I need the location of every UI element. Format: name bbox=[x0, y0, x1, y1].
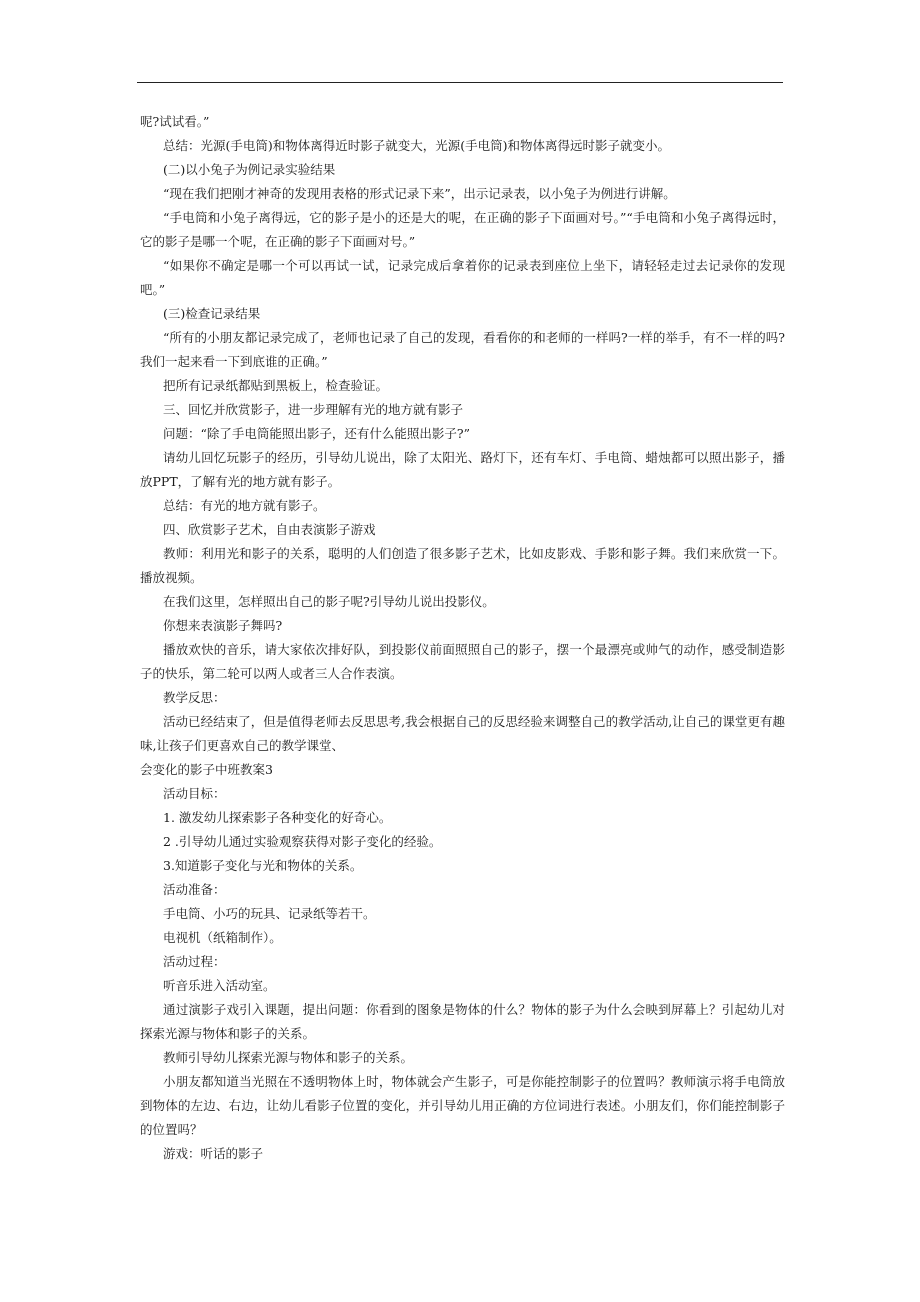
paragraph: 你想来表演影子舞吗? bbox=[163, 618, 283, 633]
paragraph: “如果你不确定是哪一个可以再试一试，记录完成后拿着你的记录表到座位上坐下，请轻轻走过去记录你的发现吧。” bbox=[140, 258, 785, 297]
section-heading: 教学反思： bbox=[163, 690, 226, 705]
list-item: 1. 激发幼儿探索影子各种变化的好奇心。 bbox=[163, 810, 392, 825]
section-heading: (三)检查记录结果 bbox=[163, 306, 261, 321]
paragraph: “手电筒和小兔子离得远，它的影子是小的还是大的呢，在正确的影子下面画对号。”“手电筒和小兔子离得远时，它的影子是哪一个呢，在正确的影子下面画对号。” bbox=[140, 210, 785, 249]
paragraph: 问题：“除了手电筒能照出影子，还有什么能照出影子?” bbox=[163, 426, 470, 441]
section-heading: 活动过程： bbox=[163, 954, 226, 969]
paragraph: 活动已经结束了，但是值得老师去反思思考,我会根据自己的反思经验来调整自己的教学活动,让自己的课堂更有趣味,让孩子们更喜欢自己的教学课堂、 bbox=[140, 714, 785, 753]
document-title: 会变化的影子中班教案3 bbox=[140, 762, 273, 777]
paragraph: 播放欢快的音乐，请大家依次排好队，到投影仪前面照照自己的影子，摆一个最漂亮或帅气的动作，感受制造影子的快乐，第二轮可以两人或者三人合作表演。 bbox=[140, 642, 785, 681]
section-heading: 三、回忆并欣赏影子，进一步理解有光的地方就有影子 bbox=[163, 402, 464, 417]
paragraph: “所有的小朋友都记录完成了，老师也记录了自己的发现，看看你的和老师的一样吗?一样的举手，有不一样的吗?我们一起来看一下到底谁的正确。” bbox=[140, 330, 785, 369]
paragraph: 总结：光源(手电筒)和物体离得近时影子就变大，光源(手电筒)和物体离得远时影子就变小。 bbox=[163, 138, 671, 153]
section-heading: 活动准备： bbox=[163, 882, 226, 897]
paragraph: 通过演影子戏引入课题，提出问题：你看到的图象是物体的什么？物体的影子为什么会映到屏幕上？引起幼儿对探索光源与物体和影子的关系。 bbox=[140, 1002, 785, 1041]
header-rule bbox=[137, 82, 783, 83]
paragraph: 总结：有光的地方就有影子。 bbox=[163, 498, 326, 513]
section-heading: 四、欣赏影子艺术，自由表演影子游戏 bbox=[163, 522, 376, 537]
paragraph: 教师：利用光和影子的关系，聪明的人们创造了很多影子艺术，比如皮影戏、手影和影子舞。我们来欣赏一下。播放视频。 bbox=[140, 546, 785, 585]
paragraph: 听音乐进入活动室。 bbox=[163, 978, 276, 993]
paragraph: 游戏：听话的影子 bbox=[163, 1146, 264, 1161]
paragraph: 呢?试试看。” bbox=[140, 114, 210, 129]
paragraph: 请幼儿回忆玩影子的经历，引导幼儿说出，除了太阳光、路灯下，还有车灯、手电筒、蜡烛都可以照出影子，播放PPT，了解有光的地方就有影子。 bbox=[140, 450, 785, 489]
section-heading: (二)以小兔子为例记录实验结果 bbox=[163, 162, 336, 177]
paragraph: 教师引导幼儿探索光源与物体和影子的关系。 bbox=[163, 1050, 414, 1065]
document-body bbox=[140, 110, 785, 1166]
paragraph: “现在我们把刚才神奇的发现用表格的形式记录下来”，出示记录表，以小兔子为例进行讲解。 bbox=[163, 186, 676, 201]
paragraph: 把所有记录纸都贴到黑板上，检查验证。 bbox=[163, 378, 389, 393]
paragraph: 在我们这里，怎样照出自己的影子呢?引导幼儿说出投影仪。 bbox=[163, 594, 495, 609]
section-heading: 活动目标： bbox=[163, 786, 226, 801]
paragraph: 手电筒、小巧的玩具、记录纸等若干。 bbox=[163, 906, 376, 921]
paragraph: 电视机（纸箱制作）。 bbox=[163, 930, 282, 945]
list-item: 2 .引导幼儿通过实验观察获得对影子变化的经验。 bbox=[163, 834, 442, 849]
list-item: 3.知道影子变化与光和物体的关系。 bbox=[163, 858, 363, 873]
paragraph: 小朋友都知道当光照在不透明物体上时，物体就会产生影子，可是你能控制影子的位置吗？教师演示将手电筒放到物体的左边、右边，让幼儿看影子位置的变化，并引导幼儿用正确的方位词进行表述。小朋友们，你们能控制影子的位置吗？ bbox=[140, 1074, 785, 1137]
